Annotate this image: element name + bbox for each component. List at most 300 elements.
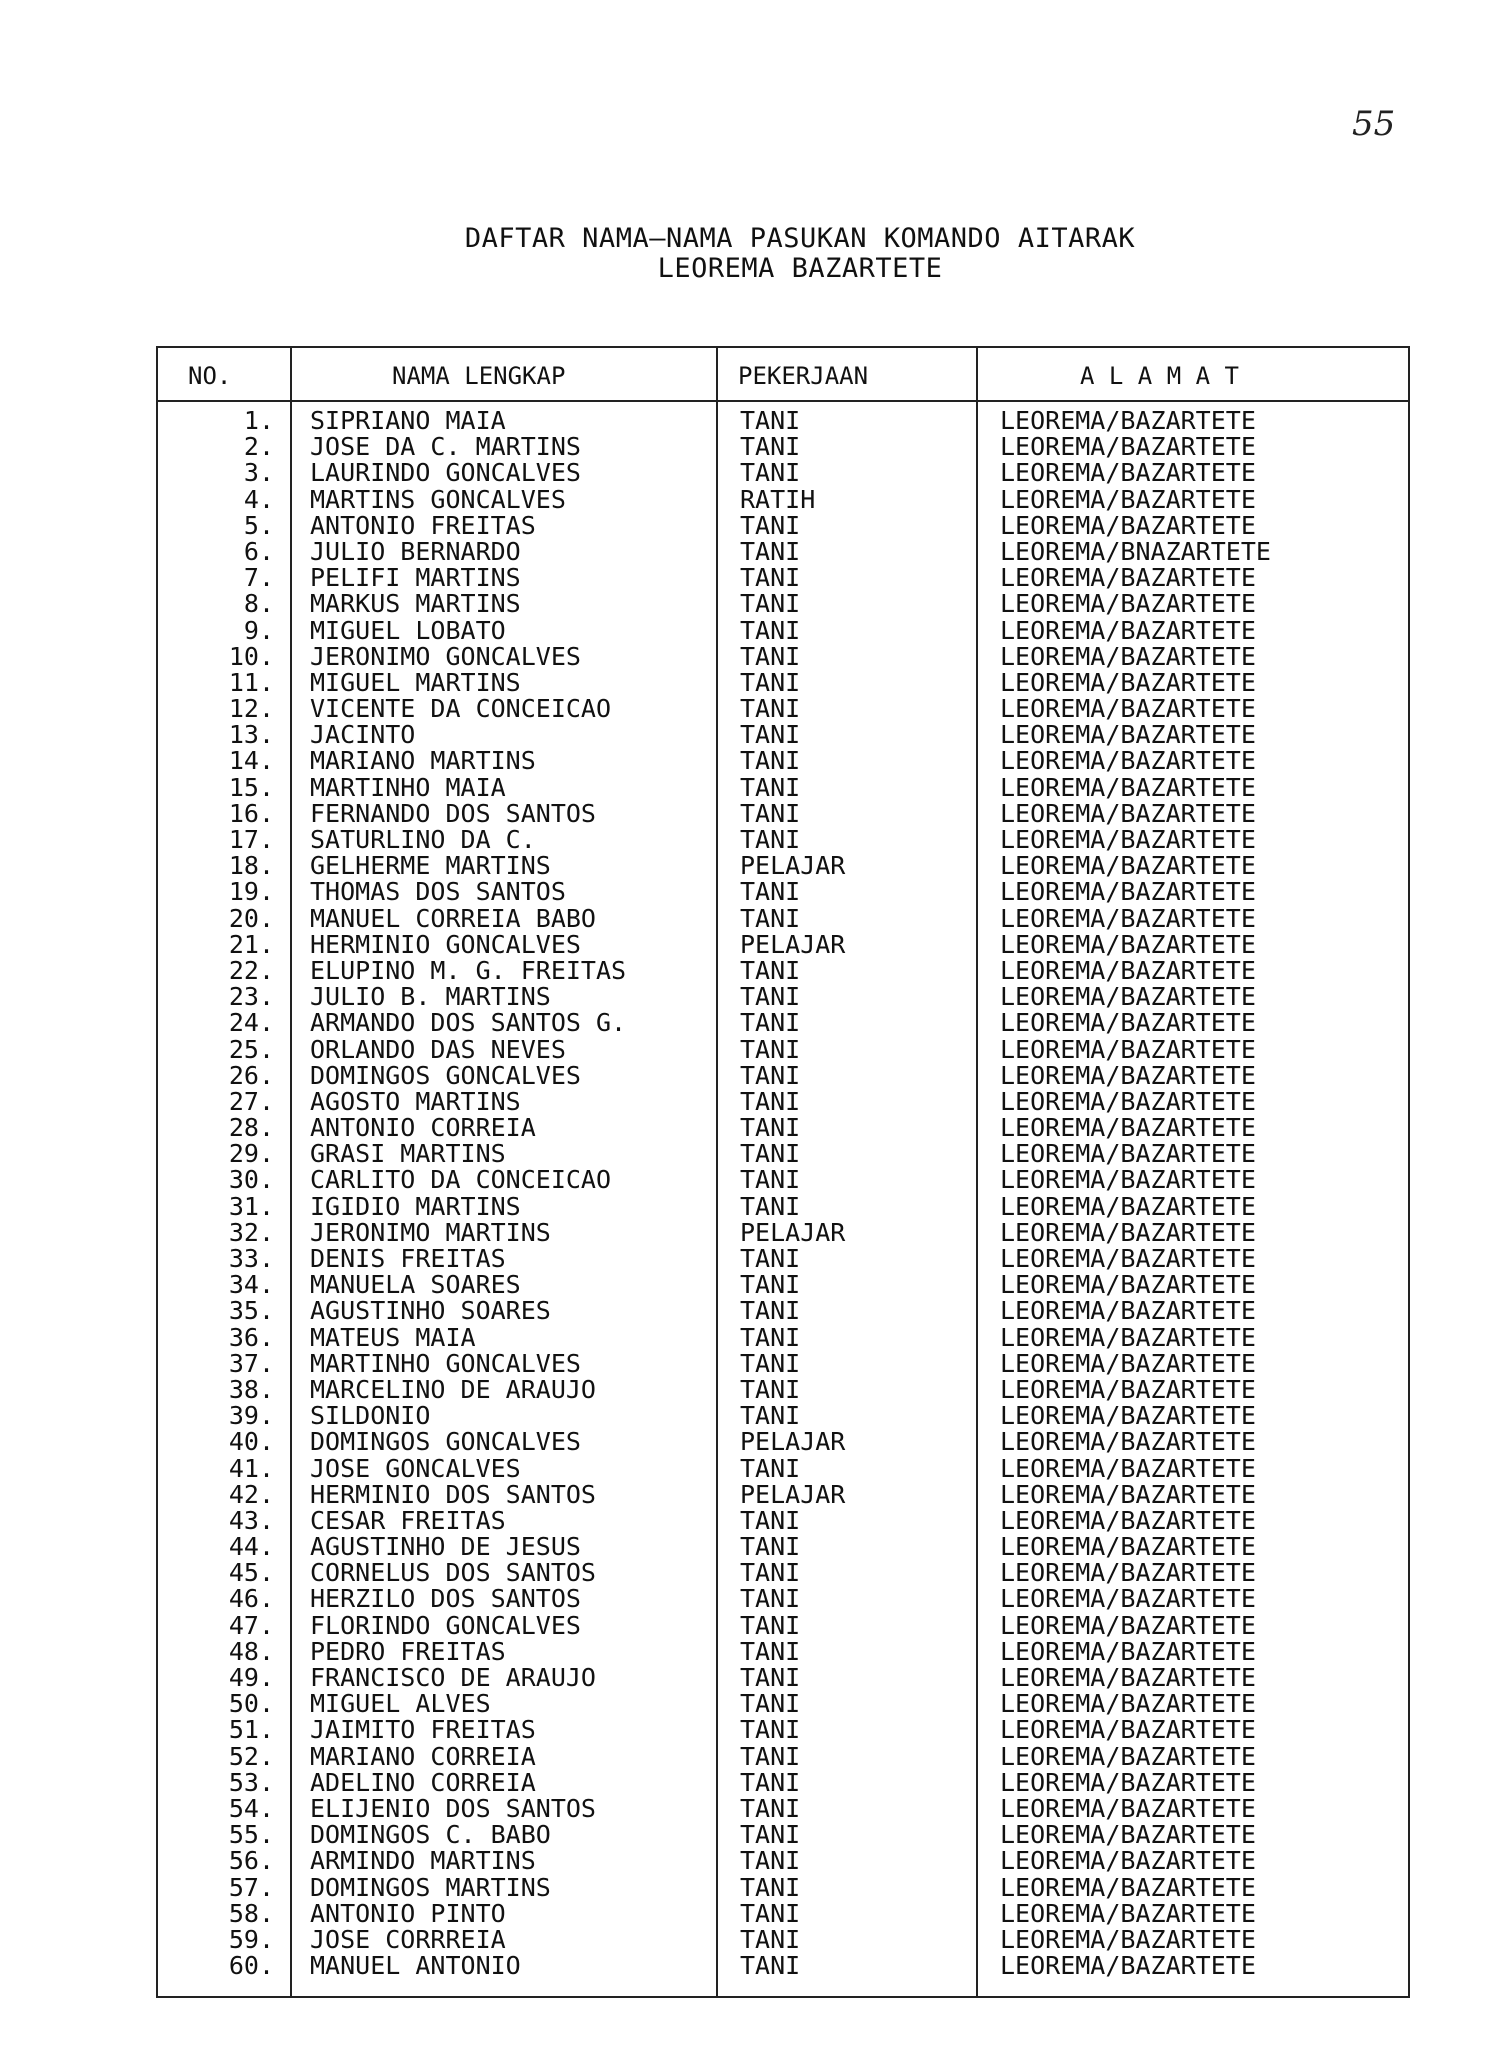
row-job: TANI bbox=[740, 1086, 801, 1116]
row-job: TANI bbox=[740, 1584, 801, 1614]
row-job: TANI bbox=[740, 1663, 801, 1692]
row-number: 22. bbox=[228, 955, 274, 985]
row-name: MARKUS MARTINS bbox=[310, 589, 521, 619]
table-row bbox=[158, 798, 1408, 828]
row-number: 18. bbox=[228, 851, 274, 881]
table-row bbox=[158, 1115, 1408, 1141]
row-name: JULIO BERNARDO bbox=[310, 536, 521, 566]
row-name: DOMINGOS GONCALVES bbox=[310, 1427, 581, 1457]
row-address: LEOREMA/BAZARTETE bbox=[1000, 667, 1256, 697]
row-job: TANI bbox=[740, 1008, 801, 1038]
row-number: 37. bbox=[228, 1348, 274, 1378]
row-name: DENIS FREITAS bbox=[310, 1244, 506, 1273]
table-row bbox=[158, 1610, 1408, 1640]
row-name: CESAR FREITAS bbox=[310, 1505, 506, 1535]
row-number: 53. bbox=[228, 1767, 274, 1797]
row-address: LEOREMA/BAZARTETE bbox=[1000, 1322, 1256, 1352]
table-row bbox=[158, 1479, 1408, 1509]
row-name: ORLANDO DAS NEVES bbox=[310, 1034, 566, 1064]
row-job: TANI bbox=[740, 563, 801, 593]
row-job: TANI bbox=[740, 1244, 801, 1273]
row-number: 56. bbox=[228, 1846, 274, 1876]
row-number: 31. bbox=[228, 1191, 274, 1221]
row-number: 9. bbox=[243, 615, 274, 645]
row-job: TANI bbox=[740, 982, 801, 1012]
table-row bbox=[158, 1086, 1408, 1116]
row-address: LEOREMA/BAZARTETE bbox=[1000, 1034, 1256, 1064]
table-row bbox=[158, 879, 1408, 905]
document-title bbox=[0, 224, 1500, 284]
row-number: 2. bbox=[243, 432, 274, 462]
row-name: MARTINHO GONCALVES bbox=[310, 1348, 581, 1378]
row-job: PELAJAR bbox=[740, 851, 846, 881]
row-address: LEOREMA/BAZARTETE bbox=[1000, 458, 1256, 488]
row-address: LEOREMA/BAZARTETE bbox=[1000, 982, 1256, 1012]
header-job: PEKERJAAN bbox=[738, 362, 869, 390]
table-body bbox=[158, 408, 1408, 1979]
table-row bbox=[158, 1298, 1408, 1324]
table-row bbox=[158, 1403, 1408, 1429]
row-job: TANI bbox=[740, 877, 801, 907]
table-row bbox=[158, 1848, 1408, 1874]
row-name: ARMANDO DOS SANTOS G. bbox=[310, 1008, 627, 1038]
row-job: TANI bbox=[740, 1060, 801, 1090]
row-name: JAIMITO FREITAS bbox=[310, 1715, 536, 1745]
row-name: MATEUS MAIA bbox=[310, 1322, 476, 1352]
row-job: TANI bbox=[740, 798, 801, 828]
row-name: ELUPINO M. G. FREITAS bbox=[310, 955, 627, 985]
row-job: PELAJAR bbox=[740, 1427, 846, 1457]
table-row bbox=[158, 827, 1408, 853]
row-address: LEOREMA/BAZARTETE bbox=[1000, 1663, 1256, 1692]
row-name: MARIANO CORREIA bbox=[310, 1741, 536, 1771]
row-name: CORNELUS DOS SANTOS bbox=[310, 1558, 596, 1588]
row-job: TANI bbox=[740, 1741, 801, 1771]
row-number: 10. bbox=[228, 641, 274, 671]
row-number: 38. bbox=[228, 1374, 274, 1404]
table-row bbox=[158, 1191, 1408, 1221]
row-name: VICENTE DA CONCEICAO bbox=[310, 694, 612, 724]
row-number: 4. bbox=[243, 484, 274, 514]
row-address: LEOREMA/BAZARTETE bbox=[1000, 1951, 1256, 1981]
row-job: TANI bbox=[740, 1322, 801, 1352]
row-number: 21. bbox=[228, 929, 274, 959]
row-number: 43. bbox=[228, 1505, 274, 1535]
row-address: LEOREMA/BAZARTETE bbox=[1000, 1558, 1256, 1588]
table-row bbox=[158, 408, 1408, 434]
row-number: 58. bbox=[228, 1898, 274, 1928]
row-number: 36. bbox=[228, 1322, 274, 1352]
row-number: 24. bbox=[228, 1008, 274, 1038]
row-job: TANI bbox=[740, 1348, 801, 1378]
row-name: ANTONIO PINTO bbox=[310, 1898, 506, 1928]
table-row bbox=[158, 1898, 1408, 1928]
row-address: LEOREMA/BAZARTETE bbox=[1000, 1086, 1256, 1116]
row-name: JULIO B. MARTINS bbox=[310, 982, 551, 1012]
header-address: A L A M A T bbox=[1080, 362, 1239, 390]
table-row bbox=[158, 1453, 1408, 1483]
row-name: ARMINDO MARTINS bbox=[310, 1846, 536, 1876]
row-job: TANI bbox=[740, 589, 801, 619]
row-number: 32. bbox=[228, 1217, 274, 1247]
row-job: TANI bbox=[740, 1139, 801, 1169]
row-number: 57. bbox=[228, 1872, 274, 1902]
row-address: LEOREMA/BAZARTETE bbox=[1000, 1636, 1256, 1666]
row-name: HERZILO DOS SANTOS bbox=[310, 1584, 581, 1614]
row-job: RATIH bbox=[740, 484, 816, 514]
table-row bbox=[158, 1322, 1408, 1352]
row-name: MARIANO MARTINS bbox=[310, 746, 536, 776]
row-name: JOSE DA C. MARTINS bbox=[310, 432, 581, 462]
table-row bbox=[158, 565, 1408, 591]
row-address: LEOREMA/BAZARTETE bbox=[1000, 1532, 1256, 1562]
row-name: JOSE GONCALVES bbox=[310, 1453, 521, 1483]
row-name: JOSE CORRREIA bbox=[310, 1924, 506, 1954]
row-address: LEOREMA/BAZARTETE bbox=[1000, 955, 1256, 985]
table-row bbox=[158, 1767, 1408, 1797]
row-address: LEOREMA/BAZARTETE bbox=[1000, 798, 1256, 828]
row-number: 60. bbox=[228, 1951, 274, 1981]
table-row bbox=[158, 903, 1408, 933]
row-job: TANI bbox=[740, 1767, 801, 1797]
row-job: TANI bbox=[740, 1296, 801, 1326]
row-number: 35. bbox=[228, 1296, 274, 1326]
row-name: ANTONIO CORREIA bbox=[310, 1113, 536, 1143]
row-number: 52. bbox=[228, 1741, 274, 1771]
row-job: TANI bbox=[740, 1113, 801, 1143]
row-job: TANI bbox=[740, 1872, 801, 1902]
row-address: LEOREMA/BAZARTETE bbox=[1000, 406, 1256, 435]
row-address: LEOREMA/BAZARTETE bbox=[1000, 1270, 1256, 1300]
row-job: TANI bbox=[740, 1505, 801, 1535]
title-line-2: LEOREMA BAZARTETE bbox=[657, 253, 943, 284]
row-number: 46. bbox=[228, 1584, 274, 1614]
row-job: TANI bbox=[740, 746, 801, 776]
row-address: LEOREMA/BAZARTETE bbox=[1000, 1427, 1256, 1457]
table-row bbox=[158, 1374, 1408, 1404]
row-job: TANI bbox=[740, 406, 801, 435]
row-address: LEOREMA/BAZARTETE bbox=[1000, 1453, 1256, 1483]
row-job: PELAJAR bbox=[740, 1217, 846, 1247]
row-job: TANI bbox=[740, 772, 801, 802]
table-row bbox=[158, 1741, 1408, 1771]
row-name: DOMINGOS MARTINS bbox=[310, 1872, 551, 1902]
row-name: MIGUEL LOBATO bbox=[310, 615, 506, 645]
row-address: LEOREMA/BNAZARTETE bbox=[1000, 536, 1271, 566]
row-job: TANI bbox=[740, 1191, 801, 1221]
row-job: TANI bbox=[740, 1558, 801, 1588]
table-row bbox=[158, 696, 1408, 722]
row-job: TANI bbox=[740, 1165, 801, 1195]
row-name: MANUELA SOARES bbox=[310, 1270, 521, 1300]
table-row bbox=[158, 460, 1408, 486]
row-address: LEOREMA/BAZARTETE bbox=[1000, 746, 1256, 776]
header-no: NO. bbox=[188, 362, 232, 390]
row-name: JERONIMO GONCALVES bbox=[310, 641, 581, 671]
table-row bbox=[158, 1717, 1408, 1743]
row-name: ELIJENIO DOS SANTOS bbox=[310, 1793, 596, 1823]
row-number: 11. bbox=[228, 667, 274, 697]
row-address: LEOREMA/BAZARTETE bbox=[1000, 720, 1256, 750]
row-address: LEOREMA/BAZARTETE bbox=[1000, 615, 1256, 645]
row-number: 51. bbox=[228, 1715, 274, 1745]
row-number: 27. bbox=[228, 1086, 274, 1116]
row-job: TANI bbox=[740, 1689, 801, 1719]
row-address: LEOREMA/BAZARTETE bbox=[1000, 1139, 1256, 1169]
row-address: LEOREMA/BAZARTETE bbox=[1000, 1741, 1256, 1771]
row-name: HERMINIO GONCALVES bbox=[310, 929, 581, 959]
row-job: TANI bbox=[740, 1532, 801, 1562]
table-row bbox=[158, 1272, 1408, 1298]
row-number: 26. bbox=[228, 1060, 274, 1090]
row-name: PEDRO FREITAS bbox=[310, 1636, 506, 1666]
row-name: AGUSTINHO SOARES bbox=[310, 1296, 551, 1326]
row-address: LEOREMA/BAZARTETE bbox=[1000, 1401, 1256, 1431]
row-address: LEOREMA/BAZARTETE bbox=[1000, 589, 1256, 619]
row-address: LEOREMA/BAZARTETE bbox=[1000, 1924, 1256, 1954]
table-row bbox=[158, 1217, 1408, 1247]
row-number: 20. bbox=[228, 903, 274, 933]
row-address: LEOREMA/BAZARTETE bbox=[1000, 877, 1256, 907]
row-name: GRASI MARTINS bbox=[310, 1139, 506, 1169]
table-row bbox=[158, 536, 1408, 566]
row-address: LEOREMA/BAZARTETE bbox=[1000, 1374, 1256, 1404]
row-job: TANI bbox=[740, 1898, 801, 1928]
table-row bbox=[158, 1534, 1408, 1560]
table-row bbox=[158, 1953, 1408, 1979]
row-job: TANI bbox=[740, 536, 801, 566]
row-address: LEOREMA/BAZARTETE bbox=[1000, 851, 1256, 881]
row-number: 54. bbox=[228, 1793, 274, 1823]
row-name: SILDONIO bbox=[310, 1401, 431, 1431]
row-job: TANI bbox=[740, 667, 801, 697]
row-number: 40. bbox=[228, 1427, 274, 1457]
row-name: FERNANDO DOS SANTOS bbox=[310, 798, 596, 828]
row-number: 29. bbox=[228, 1139, 274, 1169]
row-address: LEOREMA/BAZARTETE bbox=[1000, 1872, 1256, 1902]
row-job: TANI bbox=[740, 1636, 801, 1666]
row-name: AGUSTINHO DE JESUS bbox=[310, 1532, 581, 1562]
row-number: 12. bbox=[228, 694, 274, 724]
row-number: 44. bbox=[228, 1532, 274, 1562]
row-number: 41. bbox=[228, 1453, 274, 1483]
row-address: LEOREMA/BAZARTETE bbox=[1000, 432, 1256, 462]
row-job: PELAJAR bbox=[740, 1479, 846, 1509]
row-number: 8. bbox=[243, 589, 274, 619]
row-job: TANI bbox=[740, 458, 801, 488]
row-number: 13. bbox=[228, 720, 274, 750]
table-row bbox=[158, 955, 1408, 985]
row-number: 55. bbox=[228, 1820, 274, 1850]
row-address: LEOREMA/BAZARTETE bbox=[1000, 1820, 1256, 1850]
row-job: TANI bbox=[740, 1846, 801, 1876]
header-name: NAMA LENGKAP bbox=[392, 362, 566, 390]
row-address: LEOREMA/BAZARTETE bbox=[1000, 694, 1256, 724]
row-job: TANI bbox=[740, 1034, 801, 1064]
table-row bbox=[158, 722, 1408, 748]
table-row bbox=[158, 1636, 1408, 1666]
row-address: LEOREMA/BAZARTETE bbox=[1000, 772, 1256, 802]
row-name: SATURLINO DA C. bbox=[310, 825, 536, 854]
row-name: GELHERME MARTINS bbox=[310, 851, 551, 881]
row-name: MARTINS GONCALVES bbox=[310, 484, 566, 514]
row-number: 50. bbox=[228, 1689, 274, 1719]
members-table bbox=[156, 346, 1410, 1998]
row-address: LEOREMA/BAZARTETE bbox=[1000, 903, 1256, 933]
row-address: LEOREMA/BAZARTETE bbox=[1000, 484, 1256, 514]
row-address: LEOREMA/BAZARTETE bbox=[1000, 1113, 1256, 1143]
row-number: 33. bbox=[228, 1244, 274, 1273]
table-row bbox=[158, 667, 1408, 697]
table-row bbox=[158, 1691, 1408, 1717]
row-number: 15. bbox=[228, 772, 274, 802]
row-address: LEOREMA/BAZARTETE bbox=[1000, 563, 1256, 593]
row-number: 1. bbox=[243, 406, 274, 435]
row-name: MANUEL ANTONIO bbox=[310, 1951, 521, 1981]
table-row bbox=[158, 1822, 1408, 1848]
table-row bbox=[158, 1429, 1408, 1455]
row-job: TANI bbox=[740, 1610, 801, 1640]
table-row bbox=[158, 641, 1408, 671]
table-row bbox=[158, 1793, 1408, 1823]
row-number: 39. bbox=[228, 1401, 274, 1431]
row-job: TANI bbox=[740, 432, 801, 462]
row-number: 23. bbox=[228, 982, 274, 1012]
row-number: 14. bbox=[228, 746, 274, 776]
table-row bbox=[158, 1924, 1408, 1954]
row-address: LEOREMA/BAZARTETE bbox=[1000, 1767, 1256, 1797]
row-name: CARLITO DA CONCEICAO bbox=[310, 1165, 612, 1195]
row-name: JERONIMO MARTINS bbox=[310, 1217, 551, 1247]
table-row bbox=[158, 1872, 1408, 1902]
row-job: TANI bbox=[740, 1793, 801, 1823]
row-name: MANUEL CORREIA BABO bbox=[310, 903, 596, 933]
row-job: TANI bbox=[740, 1453, 801, 1483]
row-job: TANI bbox=[740, 720, 801, 750]
row-job: TANI bbox=[740, 1951, 801, 1981]
table-row bbox=[158, 1246, 1408, 1272]
row-name: IGIDIO MARTINS bbox=[310, 1191, 521, 1221]
row-address: LEOREMA/BAZARTETE bbox=[1000, 1165, 1256, 1195]
table-row bbox=[158, 1505, 1408, 1535]
row-number: 42. bbox=[228, 1479, 274, 1509]
row-name: DOMINGOS C. BABO bbox=[310, 1820, 551, 1850]
row-name: SIPRIANO MAIA bbox=[310, 406, 506, 435]
row-name: THOMAS DOS SANTOS bbox=[310, 877, 566, 907]
row-name: MIGUEL ALVES bbox=[310, 1689, 491, 1719]
row-address: LEOREMA/BAZARTETE bbox=[1000, 641, 1256, 671]
row-number: 7. bbox=[243, 563, 274, 593]
row-number: 59. bbox=[228, 1924, 274, 1954]
row-number: 28. bbox=[228, 1113, 274, 1143]
row-name: LAURINDO GONCALVES bbox=[310, 458, 581, 488]
table-row bbox=[158, 929, 1408, 959]
row-address: LEOREMA/BAZARTETE bbox=[1000, 1008, 1256, 1038]
table-row bbox=[158, 1167, 1408, 1193]
row-address: LEOREMA/BAZARTETE bbox=[1000, 1584, 1256, 1614]
row-job: PELAJAR bbox=[740, 929, 846, 959]
table-row bbox=[158, 1560, 1408, 1586]
row-job: TANI bbox=[740, 694, 801, 724]
row-name: FLORINDO GONCALVES bbox=[310, 1610, 581, 1640]
table-row bbox=[158, 615, 1408, 645]
table-row bbox=[158, 484, 1408, 514]
row-name: AGOSTO MARTINS bbox=[310, 1086, 521, 1116]
row-job: TANI bbox=[740, 1924, 801, 1954]
row-number: 25. bbox=[228, 1034, 274, 1064]
row-address: LEOREMA/BAZARTETE bbox=[1000, 1479, 1256, 1509]
row-name: ANTONIO FREITAS bbox=[310, 510, 536, 540]
row-number: 3. bbox=[243, 458, 274, 488]
row-address: LEOREMA/BAZARTETE bbox=[1000, 1348, 1256, 1378]
row-name: DOMINGOS GONCALVES bbox=[310, 1060, 581, 1090]
row-name: MARCELINO DE ARAUJO bbox=[310, 1374, 596, 1404]
row-job: TANI bbox=[740, 825, 801, 854]
table-row bbox=[158, 772, 1408, 802]
row-address: LEOREMA/BAZARTETE bbox=[1000, 1689, 1256, 1719]
row-name: PELIFI MARTINS bbox=[310, 563, 521, 593]
row-name: ADELINO CORREIA bbox=[310, 1767, 536, 1797]
row-address: LEOREMA/BAZARTETE bbox=[1000, 1217, 1256, 1247]
row-address: LEOREMA/BAZARTETE bbox=[1000, 1505, 1256, 1535]
table-row bbox=[158, 510, 1408, 540]
row-number: 47. bbox=[228, 1610, 274, 1640]
row-job: TANI bbox=[740, 1715, 801, 1745]
row-address: LEOREMA/BAZARTETE bbox=[1000, 1846, 1256, 1876]
table-row bbox=[158, 1034, 1408, 1064]
row-number: 45. bbox=[228, 1558, 274, 1588]
row-address: LEOREMA/BAZARTETE bbox=[1000, 1610, 1256, 1640]
table-row bbox=[158, 1665, 1408, 1691]
row-job: TANI bbox=[740, 1270, 801, 1300]
row-address: LEOREMA/BAZARTETE bbox=[1000, 1715, 1256, 1745]
row-address: LEOREMA/BAZARTETE bbox=[1000, 1296, 1256, 1326]
row-number: 16. bbox=[228, 798, 274, 828]
row-address: LEOREMA/BAZARTETE bbox=[1000, 1898, 1256, 1928]
row-address: LEOREMA/BAZARTETE bbox=[1000, 1060, 1256, 1090]
row-address: LEOREMA/BAZARTETE bbox=[1000, 1793, 1256, 1823]
table-row bbox=[158, 434, 1408, 460]
table-row bbox=[158, 1586, 1408, 1612]
row-job: TANI bbox=[740, 1374, 801, 1404]
table-row bbox=[158, 984, 1408, 1010]
row-name: FRANCISCO DE ARAUJO bbox=[310, 1663, 596, 1692]
title-line-1: DAFTAR NAMA—NAMA PASUKAN KOMANDO AITARAK bbox=[464, 223, 1136, 254]
row-number: 49. bbox=[228, 1663, 274, 1692]
row-address: LEOREMA/BAZARTETE bbox=[1000, 1191, 1256, 1221]
table-row bbox=[158, 591, 1408, 617]
row-number: 48. bbox=[228, 1636, 274, 1666]
row-number: 17. bbox=[228, 825, 274, 854]
row-job: TANI bbox=[740, 615, 801, 645]
row-job: TANI bbox=[740, 903, 801, 933]
row-number: 5. bbox=[243, 510, 274, 540]
row-address: LEOREMA/BAZARTETE bbox=[1000, 510, 1256, 540]
row-number: 34. bbox=[228, 1270, 274, 1300]
row-address: LEOREMA/BAZARTETE bbox=[1000, 825, 1256, 854]
table-row bbox=[158, 853, 1408, 879]
row-job: TANI bbox=[740, 1820, 801, 1850]
table-row bbox=[158, 1141, 1408, 1167]
row-job: TANI bbox=[740, 955, 801, 985]
row-number: 6. bbox=[243, 536, 274, 566]
row-number: 19. bbox=[228, 877, 274, 907]
row-job: TANI bbox=[740, 641, 801, 671]
row-address: LEOREMA/BAZARTETE bbox=[1000, 929, 1256, 959]
row-address: LEOREMA/BAZARTETE bbox=[1000, 1244, 1256, 1273]
table-row bbox=[158, 1010, 1408, 1036]
row-name: MIGUEL MARTINS bbox=[310, 667, 521, 697]
